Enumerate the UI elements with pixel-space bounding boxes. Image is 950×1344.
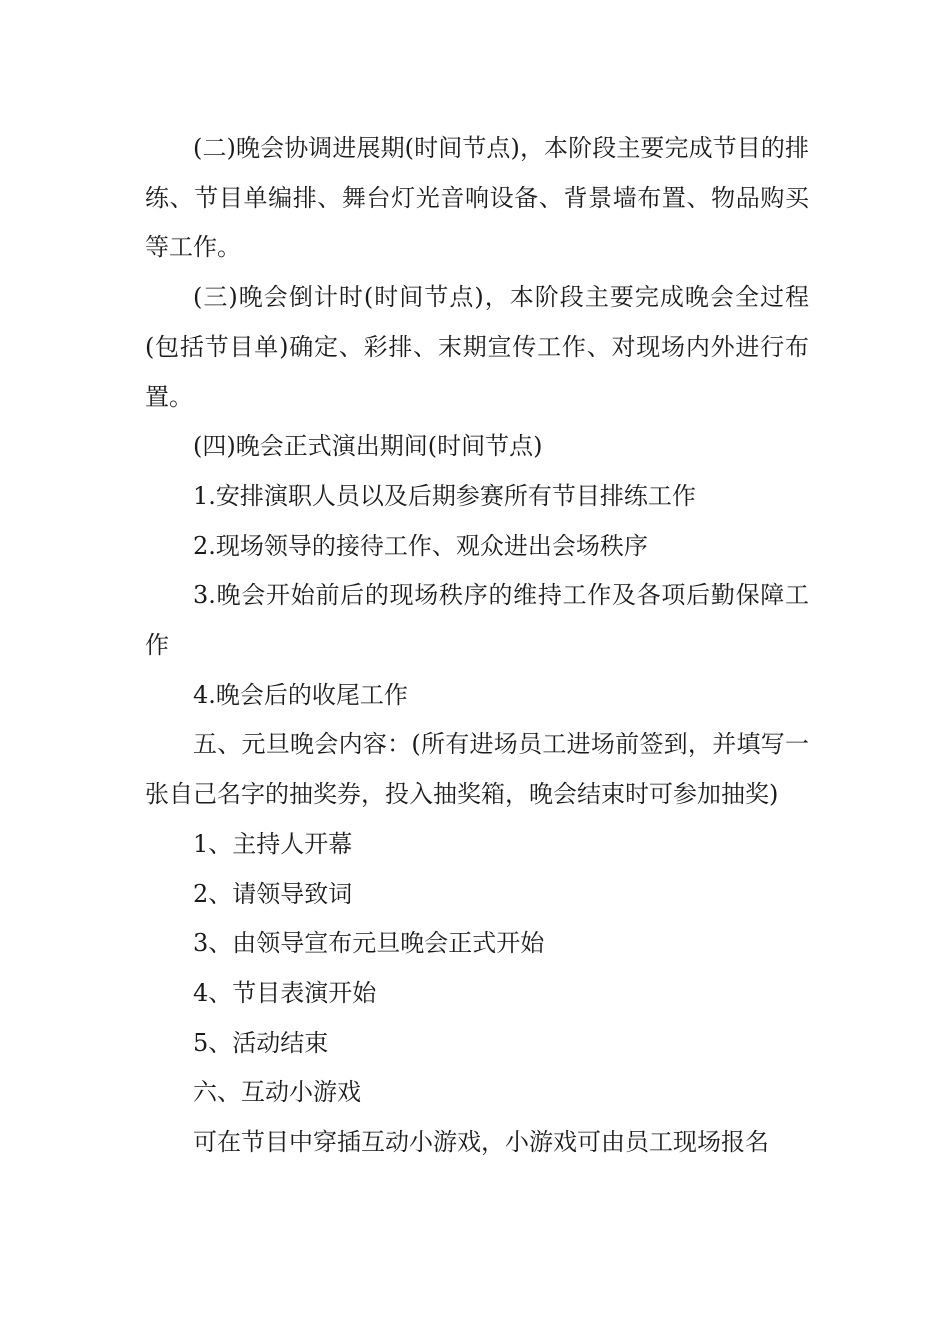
paragraph-interactive-games: 可在节目中穿插互动小游戏，小游戏可由员工现场报名 — [193, 1128, 769, 1157]
list-item: 2.现场领导的接待工作、观众进出会场秩序 — [193, 531, 648, 560]
list-item: 3、由领导宣布元旦晚会正式开始 — [193, 929, 545, 958]
paragraph-stage-two: (二)晚会协调进展期(时间节点)，本阶段主要完成节目的排练、节目单编排、舞台灯光音响设备、背景墙布置、物品购买等工作。 — [145, 134, 809, 262]
section-five-heading: 五、元旦晚会内容：(所有进场员工进场前签到，并填写一张自己名字的抽奖券，投入抽奖箱，晚会结束时可参加抽奖) — [145, 730, 809, 809]
paragraph-stage-three: (三)晚会倒计时(时间节点)，本阶段主要完成晚会全过程(包括节目单)确定、彩排、末期宣传工作、对现场内外进行布置。 — [145, 283, 809, 411]
list-item: 4、节目表演开始 — [193, 978, 377, 1007]
list-item: 4.晚会后的收尾工作 — [193, 680, 408, 709]
document-body — [145, 124, 809, 1168]
paragraph-stage-four-heading: (四)晚会正式演出期间(时间节点) — [193, 432, 543, 461]
section-six-heading: 六、互动小游戏 — [193, 1078, 361, 1107]
list-item: 2、请领导致词 — [193, 879, 353, 908]
list-item: 3.晚会开始前后的现场秩序的维持工作及各项后勤保障工作 — [145, 581, 809, 660]
list-item: 5、活动结束 — [193, 1028, 329, 1057]
list-item: 1.安排演职人员以及后期参赛所有节目排练工作 — [193, 481, 696, 510]
list-item: 1、主持人开幕 — [193, 829, 353, 858]
